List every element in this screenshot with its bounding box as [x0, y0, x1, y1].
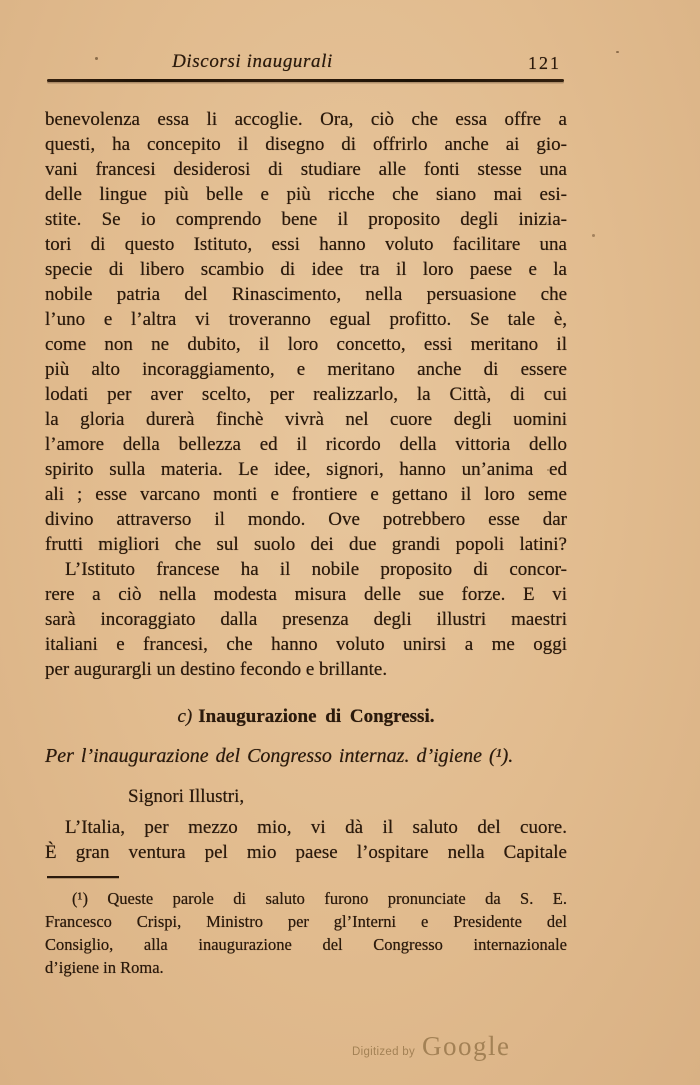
footnote-separator [47, 876, 119, 878]
text-line: per augurargli un destino fecondo e brillante. [45, 659, 388, 680]
text-line: Consiglio, alla inaugurazione del Congresso internazionale [45, 935, 567, 954]
section-title: Inaugurazione di Congressi. [198, 706, 435, 727]
text-line: spirito sulla materia. Le idee, signori, hanno un’anima ed [45, 459, 567, 480]
text-line: l’uno e l’altra vi troveranno egual profitto. Se tale è, [45, 309, 567, 330]
paragraph-1 [45, 107, 567, 557]
paragraph-3 [45, 815, 567, 865]
text-line: italiani e francesi, che hanno voluto unirsi a me oggi [45, 634, 567, 655]
text-line: tori di questo Istituto, essi hanno voluto facilitare una [45, 234, 567, 255]
text-line: divino attraverso il mondo. Ove potrebbero esse dar [45, 509, 567, 530]
header-rule [47, 79, 564, 82]
page-number: 121 [528, 53, 561, 73]
scan-speck [95, 57, 98, 60]
text-line: stite. Se io comprendo bene il proposito degli inizia- [45, 209, 567, 230]
scan-speck [547, 469, 549, 471]
text-line: Francesco Crispi, Ministro per gl’Interni e Presidente del [45, 912, 567, 931]
text-line: nobile patria del Rinascimento, nella persuasione che [45, 284, 567, 305]
text-line: frutti migliori che sul suolo dei due grandi popoli latini? [45, 534, 567, 555]
running-header-title: Discorsi inaugurali [172, 51, 333, 72]
text-line: questi, ha concepito il disegno di offrirlo anche ai gio- [45, 134, 567, 155]
section-letter: c) [177, 706, 193, 727]
text-line: vani francesi desiderosi di studiare alle fonti stesse una [45, 159, 567, 180]
text-line: rere a ciò nella modesta misura delle sue forze. E vi [45, 584, 567, 605]
section-heading [45, 706, 567, 728]
text-line: delle lingue più belle e più ricche che siano mai esi- [45, 184, 567, 205]
text-line: lodati per aver scelto, per realizzarlo, la Città, di cui [45, 384, 567, 405]
text-line: È gran ventura pel mio paese l’ospitare nella Capitale [45, 842, 567, 863]
text-line: più alto incoraggiamento, e meritano anche di essere [45, 359, 567, 380]
google-logo: Google [422, 1031, 511, 1061]
paragraph-2 [45, 557, 567, 682]
text-line: come non ne dubito, il loro concetto, essi meritano il [45, 334, 567, 355]
text-line: ali ; esse varcano monti e frontiere e gettano il loro seme [45, 484, 567, 505]
text-line: d’igiene in Roma. [45, 958, 164, 977]
text-line: (¹) Queste parole di saluto furono pronunciate da S. E. [72, 889, 567, 908]
scan-speck [616, 51, 619, 53]
text-line: sarà incoraggiato dalla presenza degli illustri maestri [45, 609, 567, 630]
text-line: L’Istituto francese ha il nobile proposito di concor- [65, 559, 567, 580]
salutation: Signori Illustri, [128, 786, 245, 807]
watermark-prefix: Digitized by [352, 1046, 416, 1058]
text-line: la gloria durerà finchè vivrà nel cuore degli uomini [45, 409, 567, 430]
text-line: l’amore della bellezza ed il ricordo della vittoria dello [45, 434, 567, 455]
digitized-by-watermark [352, 1031, 511, 1062]
text-line: specie di libero scambio di idee tra il loro paese e la [45, 259, 567, 280]
scan-speck [592, 234, 595, 237]
text-line: L’Italia, per mezzo mio, vi dà il saluto del cuore. [65, 817, 567, 838]
speech-subtitle: Per l’inaugurazione del Congresso internaz. d’igiene (¹). [45, 745, 514, 767]
footnote [45, 887, 567, 979]
text-line: benevolenza essa li accoglie. Ora, ciò che essa offre a [45, 109, 567, 130]
